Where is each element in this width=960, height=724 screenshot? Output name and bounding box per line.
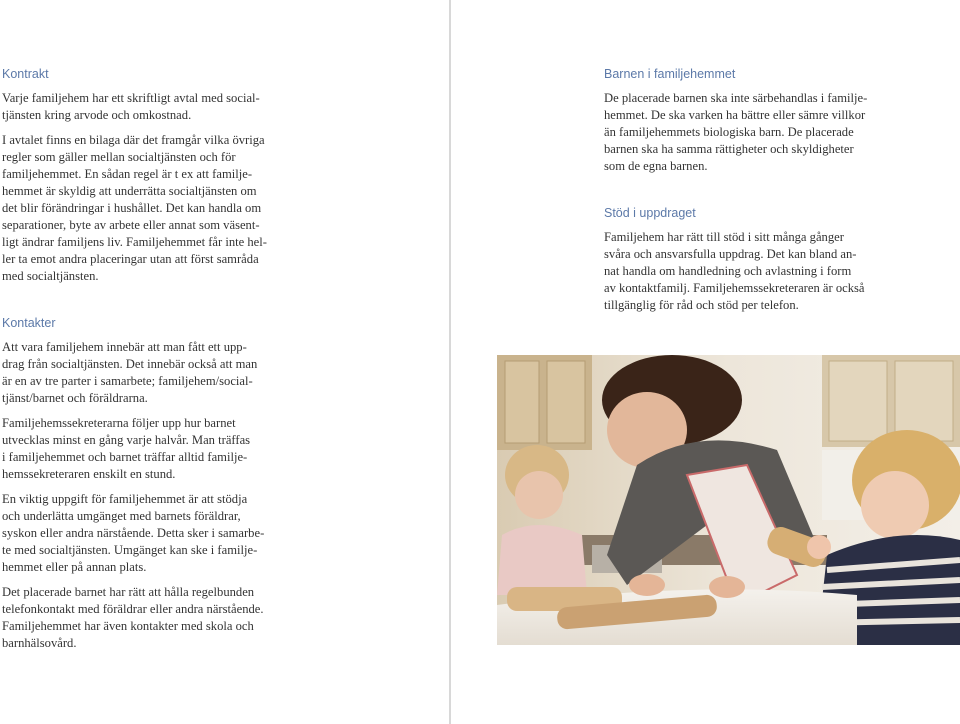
- paragraph: [604, 229, 904, 314]
- paragraph: [604, 90, 904, 175]
- text-line: utvecklas minst en gång varje halvår. Man träffas: [2, 433, 251, 447]
- paragraph: [2, 339, 292, 407]
- text-line: barnen ska ha samma rättigheter och skyldigheter: [604, 142, 854, 156]
- text-line: nat handla om handledning och avlastning i form: [604, 264, 852, 278]
- text-line: Familjehemssekreterarna följer upp hur barnet: [2, 416, 236, 430]
- text-line: separationer, byte av arbete eller annat som väsent-: [2, 218, 260, 232]
- text-line: Att vara familjehem innebär att man fått ett upp-: [2, 340, 247, 354]
- text-line: än familjehemmets biologiska barn. De placerade: [604, 125, 854, 139]
- text-line: i familjehemmet och barnet träffar alltid familje-: [2, 450, 248, 464]
- text-line: det blir förändringar i hushållet. Det kan handla om: [2, 201, 262, 215]
- text-line: te med socialtjänsten. Umgänget kan ske i familje-: [2, 543, 258, 557]
- text-line: som de egna barnen.: [604, 159, 708, 173]
- text-line: De placerade barnen ska inte särbehandlas i familje-: [604, 91, 868, 105]
- text-line: syskon eller andra närstående. Detta sker i samarbe-: [2, 526, 265, 540]
- text-line: är en av tre parter i samarbete; familjehem/social-: [2, 374, 253, 388]
- paragraph: [2, 491, 292, 576]
- text-line: Familjehem har rätt till stöd i sitt många gånger: [604, 230, 844, 244]
- section-barnen: [604, 66, 904, 175]
- text-line: Varje familjehem har ett skriftligt avtal med social-: [2, 91, 260, 105]
- text-line: En viktig uppgift för familjehemmet är att stödja: [2, 492, 248, 506]
- heading-stod: Stöd i uppdraget: [604, 206, 696, 220]
- paragraph: [2, 415, 292, 483]
- text-line: drag från socialtjänsten. Det innebär också att man: [2, 357, 258, 371]
- paragraph: [2, 90, 292, 124]
- left-column: [2, 66, 292, 660]
- text-line: regler som gäller mellan socialtjänsten och för: [2, 150, 236, 164]
- section-kontakter: [2, 315, 292, 652]
- text-line: hemmet är skyldig att underrätta socialtjänsten om: [2, 184, 257, 198]
- text-line: tillgänglig för råd och stöd per telefon.: [604, 298, 799, 312]
- heading-kontakter: Kontakter: [2, 316, 56, 330]
- paragraph: [2, 584, 292, 652]
- text-line: I avtalet finns en bilaga där det framgår vilka övriga: [2, 133, 265, 147]
- text-line: och underlätta umgänget med barnets föräldrar,: [2, 509, 241, 523]
- text-line: barnhälsovård.: [2, 636, 77, 650]
- text-line: telefonkontakt med föräldrar eller andra närstående.: [2, 602, 264, 616]
- text-line: Det placerade barnet har rätt att hålla regelbunden: [2, 585, 255, 599]
- heading-barnen: Barnen i familjehemmet: [604, 67, 736, 81]
- text-line: hemssekreteraren enskilt en stund.: [2, 467, 176, 481]
- text-line: ligt ändrar familjens liv. Familjehemmet får inte hel-: [2, 235, 267, 249]
- text-line: familjehemmet. En sådan regel är t ex att familje-: [2, 167, 253, 181]
- baking-photo: [497, 355, 960, 645]
- text-line: tjänst/barnet och föräldrarna.: [2, 391, 148, 405]
- text-line: hemmet eller på annan plats.: [2, 560, 147, 574]
- right-column: [604, 66, 904, 322]
- text-line: tjänsten kring arvode och omkostnad.: [2, 108, 192, 122]
- text-line: med socialtjänsten.: [2, 269, 99, 283]
- text-line: hemmet. De ska varken ha bättre eller sämre villkor: [604, 108, 866, 122]
- text-line: ler ta emot andra placeringar utan att först samråda: [2, 252, 259, 266]
- heading-kontrakt: Kontrakt: [2, 67, 49, 81]
- paragraph: [2, 132, 292, 285]
- text-line: Familjehemmet har även kontakter med skola och: [2, 619, 254, 633]
- section-kontrakt: [2, 66, 292, 285]
- section-stod: [604, 205, 904, 314]
- text-line: av kontaktfamilj. Familjehemssekreteraren är också: [604, 281, 865, 295]
- text-line: svåra och ansvarsfulla uppdrag. Det kan bland an-: [604, 247, 857, 261]
- baking-illustration: [497, 355, 960, 645]
